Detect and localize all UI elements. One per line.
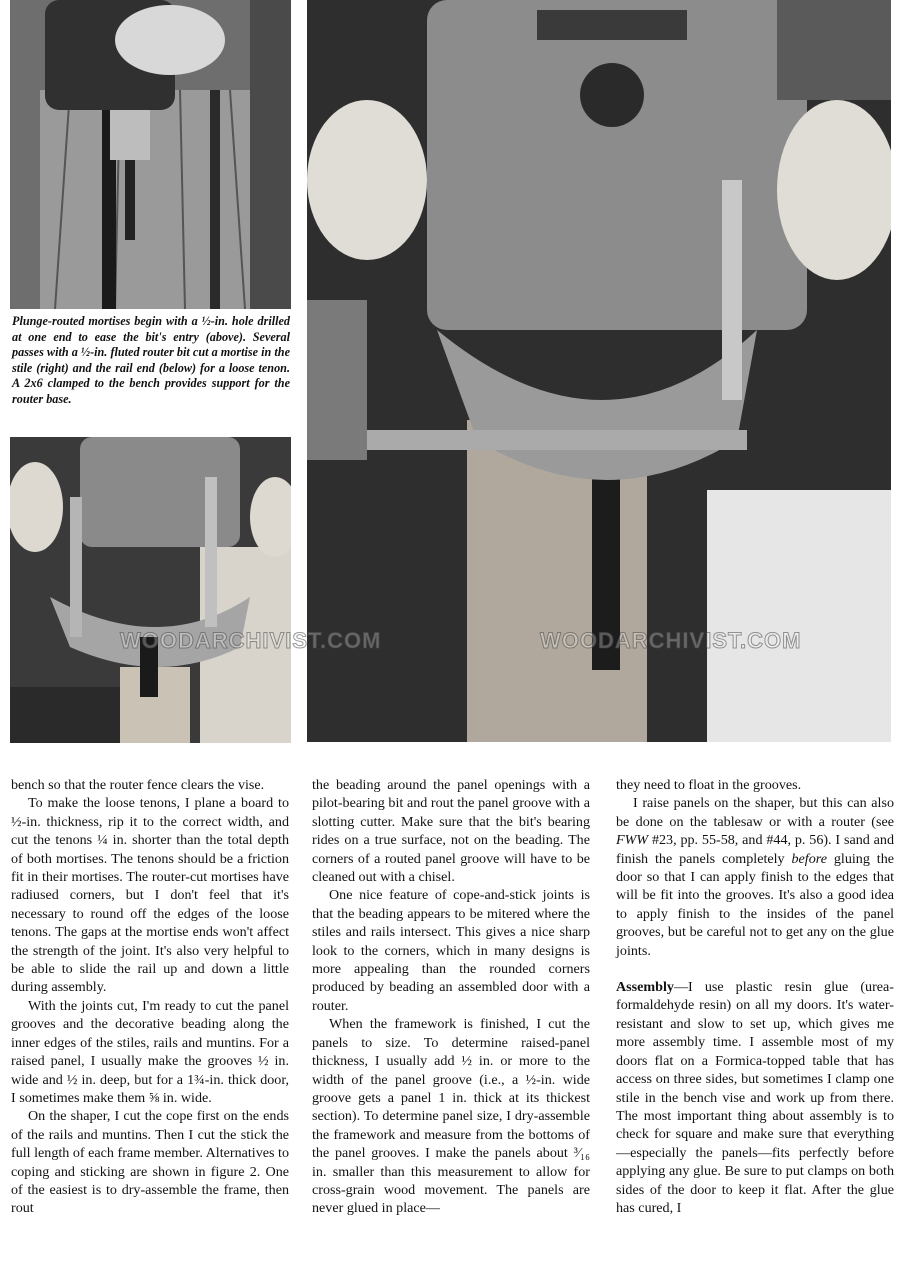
paragraph: they need to float in the grooves. — [616, 777, 802, 793]
paragraph: One nice feature of cope-and-stick joints is that the beading appears to be mitered where the stiles and rails intersect. This gives a nice sharp look to the corners, which in many designs is more appealing than the rounded corners produced by beading an assembled door with a router. — [312, 887, 590, 1014]
text-column-3 — [616, 776, 894, 1217]
text-column-1 — [11, 776, 289, 1218]
paragraph — [616, 794, 894, 960]
magazine-abbrev: FWW — [616, 832, 649, 849]
watermark: WOODARCHIVIST.COM — [120, 628, 382, 653]
text-run: gluing the door so that I can apply finish to the edges that will be fit into the grooves. It's also a good idea to apply finish to the insides of the panel grooves, but be careful not to get any on the glue joints. — [616, 850, 894, 959]
text-run: I raise panels on the shaper, but this can also be done on the tablesaw or with a router (see — [616, 795, 894, 830]
paragraph: With the joints cut, I'm ready to cut the panel grooves and the decorative beading along the inner edges of the stiles, rails and muntins. For a raised panel, I usually make the grooves ½ in. wide and ½ in. deep, but for a 1¾-in. thick door, I sometimes make them ⅝ in. wide. — [11, 997, 289, 1106]
photo-caption: Plunge-routed mortises begin with a ½-in. hole drilled at one end to ease the bit's entry (above). Several passes with a ½-in. fluted router bit cut a mortise in the stile (right) and the rail end (below) for a loose tenon. A 2x6 clamped to the bench provides support for the router base. — [12, 314, 290, 406]
text-column-2 — [312, 776, 590, 1218]
paragraph — [616, 978, 894, 1217]
paragraph: When the framework is finished, I cut the panels to size. To determine raised-panel thickness, I usually add ½ in. or more to the width of the panel groove (i.e., a ½-in. wide groove gets a panel 1 in. thick at its thickest section). To determine panel size, I dry-assemble the framework and measure from the bottoms of the panel grooves. I make the panels about ³⁄₁₆ in. smaller than this measurement to allow for cross-grain wood movement. The panels are never glued in place— — [312, 1016, 590, 1217]
text-run: #23, pp. 55-58, and #44, p. 56). I sand and finish the panels completely — [616, 832, 894, 867]
drill-photo — [10, 0, 291, 309]
router-rail-photo — [10, 437, 291, 743]
watermark: WOODARCHIVIST.COM — [540, 628, 802, 653]
paragraph: To make the loose tenons, I plane a board to ½-in. thickness, rip it to the correct width, and cut the tenons ¼ in. shorter than the total depth of both mortises. The tenons should be a friction fit in their mortises. The router-cut mortises have radiused corners, but I don't feel that it's necessary to round off the edges of the loose tenons. The gaps at the mortise ends won't affect the strength of the joint. It's also very helpful to be able to slide the rail up and down a little during assembly. — [11, 795, 289, 996]
paragraph: the beading around the panel openings with a pilot-bearing bit and rout the panel groove with a slotting cutter. Make sure that the bit's bearing rides on a true surface, not on the beading. The corners of a routed panel groove will have to be cleaned out with a chisel. — [312, 777, 590, 886]
paragraph: On the shaper, I cut the cope first on the ends of the rails and muntins. Then I cut the stick the full length of each frame member. Alternatives to coping and sticking are shown in figure 2. One of the easiest is to dry-assemble the frame, then rout — [11, 1108, 289, 1217]
section-heading: Assembly — [616, 979, 674, 996]
text-run: —I use plastic resin glue (urea-formaldehyde resin) on all my doors. It's water-resistant and slow to set up, which gives me more assembly time. I assemble most of my doors flat on a Formica-topped table that has access on three sides, but sometimes I clamp one stile in the bench vise and work up from there. The most important thing about assembly is to check for square and make sure that everything—especially the panels—fits perfectly before applying any glue. Be sure to put clamps on both sides of the door to keep it flat. After the glue has cured, I — [616, 979, 894, 1216]
emphasis: before — [791, 850, 827, 867]
paragraph: bench so that the router fence clears the vise. — [11, 777, 265, 793]
